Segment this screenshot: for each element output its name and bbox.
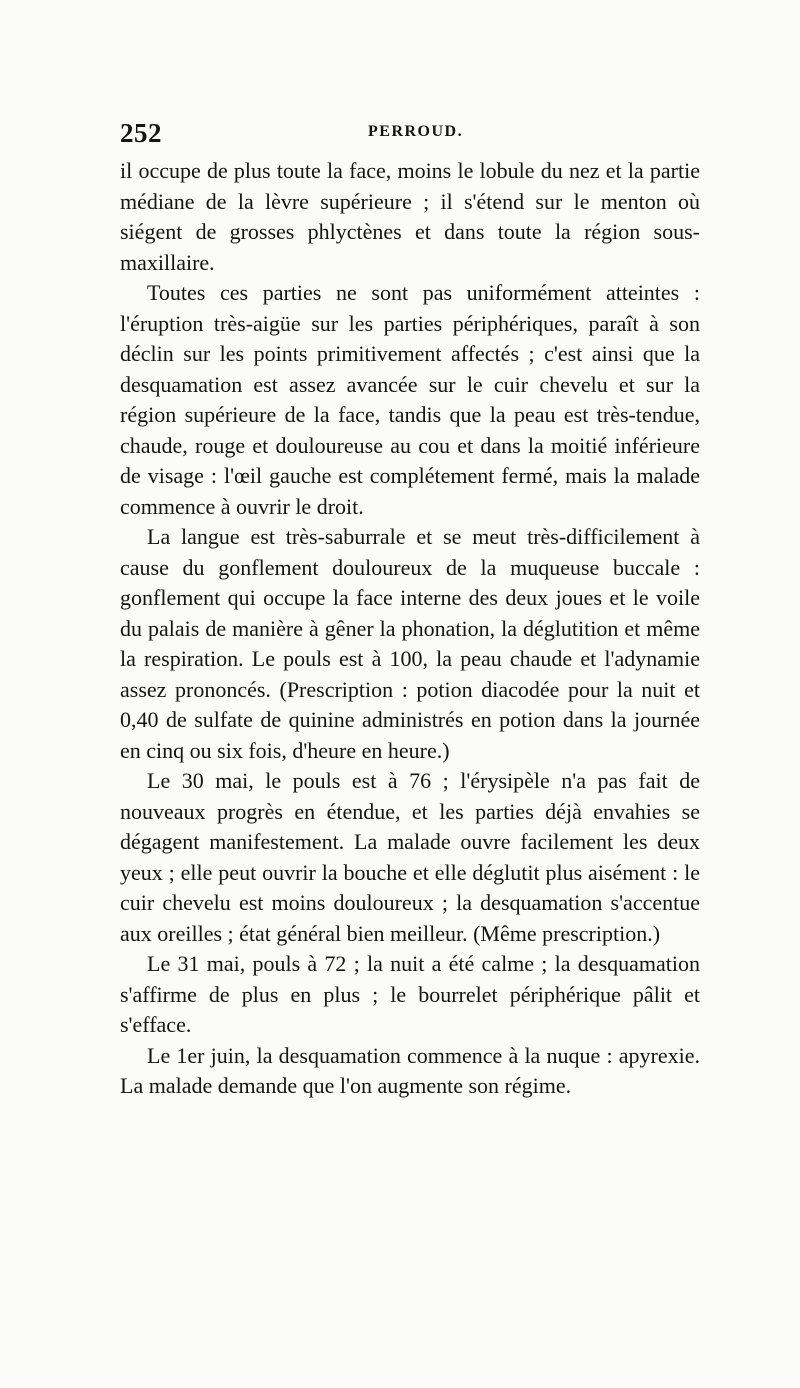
- paragraph-6: Le 1er juin, la desquamation commence à la nuque : apyrexie. La malade demande que l'on augmente son régime.: [120, 1042, 700, 1098]
- paragraph-5: Le 31 mai, pouls à 72 ; la nuit a été calme ; la desquamation s'affirme de plus en plus ; le bourrelet périphérique pâlit et s'efface.: [120, 951, 700, 1037]
- paragraph-2: Toutes ces parties ne sont pas uniformément atteintes : l'éruption très-aigüe sur les parties périphériques, paraît à son déclin sur les points primitivement affectés ; c'est ainsi que la desquamation est assez avancée sur le cuir chevelu et sur la région supérieure de la face, tandis que la peau est très-tendue, chaude, rouge et douloureuse au cou et dans la moitié inférieure de visage : l'œil gauche est complétement fermé, mais la malade commence à ouvrir le droit.: [120, 280, 700, 519]
- running-head: PERROUD.: [368, 123, 464, 140]
- page-header: [120, 118, 700, 148]
- paragraph-4: Le 30 mai, le pouls est à 76 ; l'érysipèle n'a pas fait de nouveaux progrès en étendue, et les parties déjà envahies se dégagent manifestement. La malade ouvre facilement les deux yeux ; elle peut ouvrir la bouche et elle déglutit plus aisément : le cuir chevelu est moins douloureux ; la desquamation s'accentue aux oreilles ; état général bien meilleur. (Même prescription.): [120, 768, 700, 946]
- body-text: [120, 156, 700, 1102]
- paragraph-3: La langue est très-saburrale et se meut très-difficilement à cause du gonflement douloureux de la muqueuse buccale : gonflement qui occupe la face interne des deux joues et le voile du palais de manière à gêner la phonation, la déglutition et même la respiration. Le pouls est à 100, la peau chaude et l'adynamie assez prononcés. (Prescription : potion diacodée pour la nuit et 0,40 de sulfate de quinine administrés en potion dans la journée en cinq ou six fois, d'heure en heure.): [120, 524, 700, 763]
- page-number: 252: [120, 118, 162, 148]
- paragraph-1: il occupe de plus toute la face, moins le lobule du nez et la partie médiane de la lèvre supérieure ; il s'étend sur le menton où siégent de grosses phlyctènes et dans toute la région sous-maxillaire.: [120, 158, 700, 275]
